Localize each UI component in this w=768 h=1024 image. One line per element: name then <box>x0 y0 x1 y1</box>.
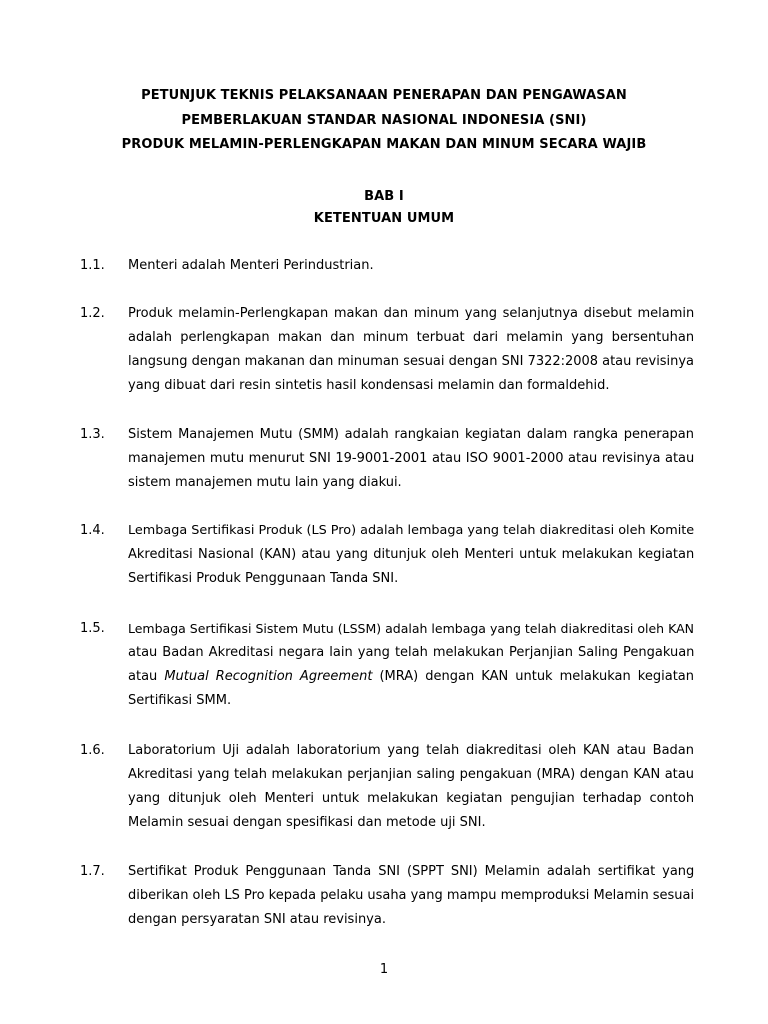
item-number: 1.2. <box>80 306 105 321</box>
page-number: 1 <box>379 962 389 977</box>
item-line: yang ditunjuk oleh Menteri untuk melakukan kegiatan pengujian terhadap contoh <box>128 791 694 806</box>
item-line: Produk melamin-Perlengkapan makan dan minum yang selanjutnya disebut melamin <box>128 306 694 321</box>
item-line: Melamin sesuai dengan spesifikasi dan metode uji SNI. <box>128 815 486 830</box>
item-text <box>128 519 694 591</box>
chapter-number: BAB I <box>364 189 404 204</box>
item-number: 1.1. <box>80 258 105 273</box>
item-text <box>128 302 694 398</box>
item-line <box>128 665 694 689</box>
item-number: 1.3. <box>80 427 105 442</box>
item-line: atau Badan Akreditasi negara lain yang telah melakukan Perjanjian Saling Pengakuan <box>128 645 694 660</box>
item-line: diberikan oleh LS Pro kepada pelaku usaha yang mampu memproduksi Melamin sesuai <box>128 888 694 903</box>
item-number: 1.4. <box>80 523 105 538</box>
title-line-1: PETUNJUK TEKNIS PELAKSANAAN PENERAPAN DAN PENGAWASAN <box>141 88 627 103</box>
item-line: adalah perlengkapan makan dan minum terbuat dari melamin yang bersentuhan <box>128 330 694 345</box>
item-text <box>128 739 694 835</box>
title-line-2: PEMBERLAKUAN STANDAR NASIONAL INDONESIA (SNI) <box>181 113 587 128</box>
item-text <box>128 254 694 278</box>
item-line: sistem manajemen mutu lain yang diakui. <box>128 475 402 490</box>
item-line: Akreditasi Nasional (KAN) atau yang ditunjuk oleh Menteri untuk melakukan kegiatan <box>128 547 694 562</box>
item-line: Sertifikat Produk Penggunaan Tanda SNI (SPPT SNI) Melamin adalah sertifikat yang <box>128 864 694 879</box>
item-line: Akreditasi yang telah melakukan perjanjian saling pengakuan (MRA) dengan KAN atau <box>128 767 694 782</box>
item-number: 1.5. <box>80 621 105 636</box>
item-number: 1.7. <box>80 864 105 879</box>
item-line: Sertifikasi Produk Penggunaan Tanda SNI. <box>128 571 399 586</box>
item-line: manajemen mutu menurut SNI 19-9001-2001 atau ISO 9001-2000 atau revisinya atau <box>128 451 694 466</box>
item-line: Lembaga Sertifikasi Sistem Mutu (LSSM) adalah lembaga yang telah diakreditasi oleh KAN <box>128 621 694 636</box>
italic-term: Mutual Recognition Agreement <box>164 669 373 684</box>
item-text <box>128 423 694 495</box>
item-line: Laboratorium Uji adalah laboratorium yang telah diakreditasi oleh KAN atau Badan <box>128 743 694 758</box>
item-line: langsung dengan makanan dan minuman sesuai dengan SNI 7322:2008 atau revisinya <box>128 354 694 369</box>
item-line: yang dibuat dari resin sintetis hasil kondensasi melamin dan formaldehid. <box>128 378 610 393</box>
item-line-post: (MRA) dengan KAN untuk melakukan kegiatan <box>372 669 694 684</box>
item-number: 1.6. <box>80 743 105 758</box>
item-line: Sistem Manajemen Mutu (SMM) adalah rangkaian kegiatan dalam rangka penerapan <box>128 427 694 442</box>
item-text <box>128 617 694 713</box>
item-line: Menteri adalah Menteri Perindustrian. <box>128 258 374 273</box>
item-line: Lembaga Sertifikasi Produk (LS Pro) adalah lembaga yang telah diakreditasi oleh Komite <box>128 523 694 538</box>
title-line-3: PRODUK MELAMIN-PERLENGKAPAN MAKAN DAN MINUM SECARA WAJIB <box>121 137 647 152</box>
chapter-name: KETENTUAN UMUM <box>313 211 455 226</box>
item-line: dengan persyaratan SNI atau revisinya. <box>128 912 386 927</box>
item-text <box>128 860 694 932</box>
item-line: Sertifikasi SMM. <box>128 693 232 708</box>
item-line-pre: atau <box>128 669 165 684</box>
